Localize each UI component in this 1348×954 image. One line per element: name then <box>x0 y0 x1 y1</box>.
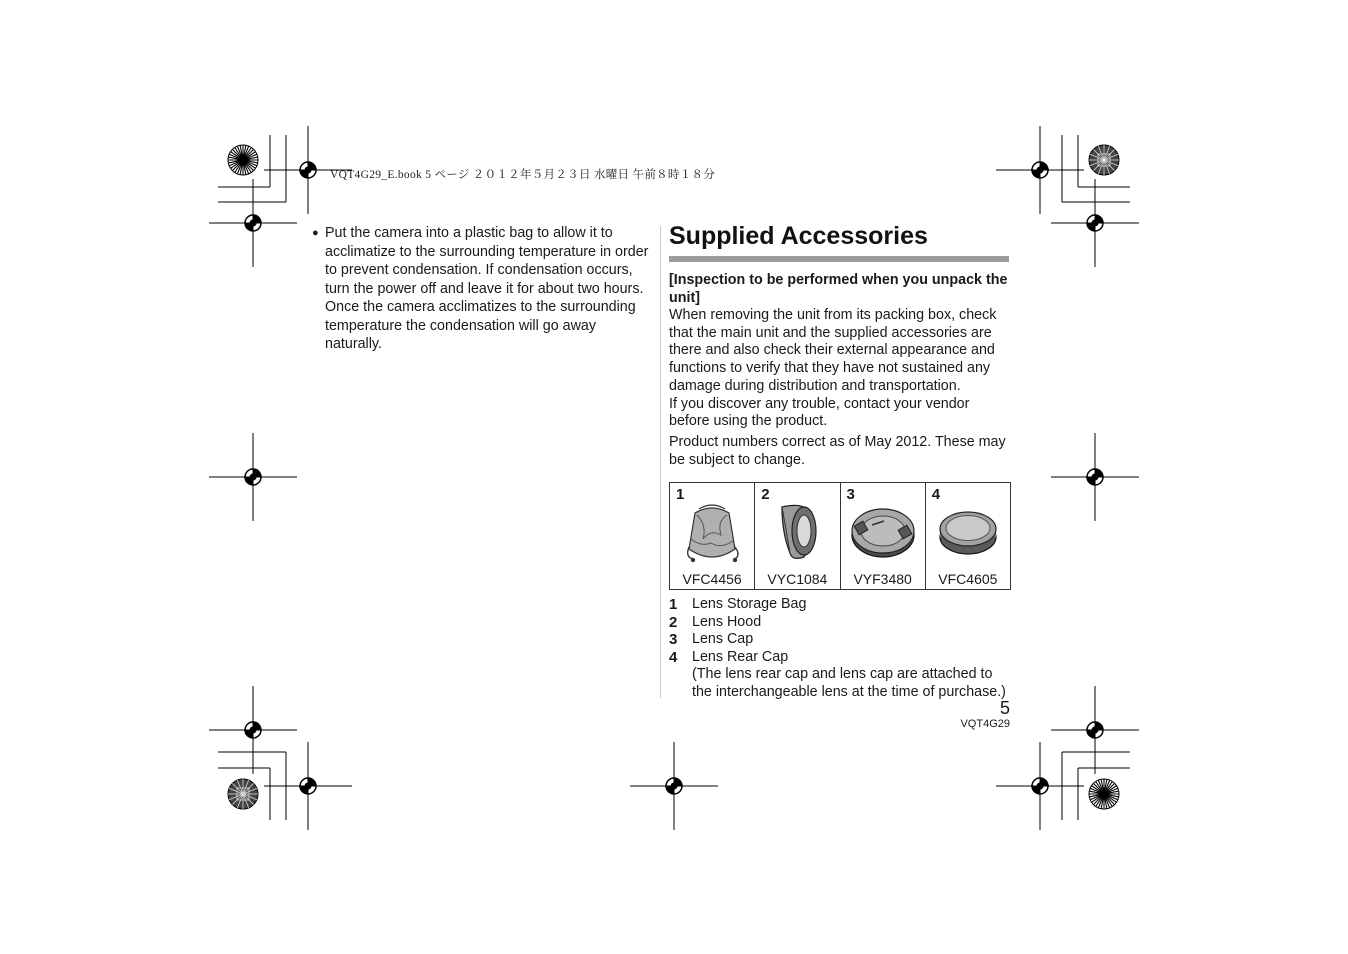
legend-label: Lens Storage Bag <box>692 596 807 613</box>
accessory-number: 4 <box>931 486 941 504</box>
accessory-number: 2 <box>761 486 770 504</box>
accessory-cell <box>670 483 755 590</box>
legend-label: Lens Hood <box>692 613 762 630</box>
legend-number: 4 <box>669 648 678 666</box>
accessory-code: VYF3480 <box>853 571 912 588</box>
title-underline <box>669 256 1009 262</box>
paragraph-trouble: If you discover any trouble, contact your vendor before using the product. <box>669 395 970 430</box>
legend-item <box>669 649 1011 667</box>
bullet-item <box>312 224 654 354</box>
sub-heading: [Inspection to be performed when you unpack the unit] <box>669 272 1008 306</box>
legend-number: 1 <box>669 596 678 614</box>
accessory-number: 1 <box>676 486 685 504</box>
accessory-cell <box>925 483 1010 590</box>
accessory-cell <box>755 483 840 590</box>
legend-item <box>669 631 1011 649</box>
print-header: VQT4G29_E.book 5 ページ ２０１２年５月２３日 水曜日 午前８時１８分 <box>330 169 716 181</box>
accessory-code: VYC1084 <box>767 571 828 588</box>
cap-icon <box>848 499 918 565</box>
accessory-legend <box>669 596 1011 701</box>
bullet-text: Put the camera into a plastic bag to allow it to acclimatize to the surrounding temperature in order to prevent condensation. If condensation occurs, turn the power off and leave it for about two hours. Once the camera acclimatizes to the surrounding temperature the condensation will go away naturally. <box>325 225 649 352</box>
column-divider <box>660 226 661 698</box>
legend-label: Lens Rear Cap <box>692 648 789 665</box>
bullet-icon: ● <box>312 227 319 239</box>
accessories-table <box>669 482 1011 590</box>
accessory-code: VFC4605 <box>938 571 998 588</box>
left-column <box>312 224 654 354</box>
bag-icon <box>677 499 747 565</box>
document-code: VQT4G29 <box>960 718 1010 730</box>
right-column <box>669 220 1011 701</box>
paragraph-unpack: When removing the unit from its packing box, check that the main unit and the supplied accessories are there and also check their external appearance and functions to verify that they have not sustained any damage during distribution and transportation. <box>669 307 997 394</box>
accessory-cell <box>840 483 925 590</box>
accessory-code: VFC4456 <box>682 571 742 588</box>
section-title: Supplied Accessories <box>669 222 928 250</box>
legend-note: (The lens rear cap and lens cap are attached to the interchangeable lens at the time of purchase.) <box>692 666 1006 700</box>
hood-icon <box>762 499 832 565</box>
legend-item <box>669 614 1011 632</box>
rear-cap-icon <box>933 499 1003 565</box>
legend-number: 3 <box>669 631 678 649</box>
legend-label: Lens Cap <box>692 631 754 648</box>
legend-number: 2 <box>669 613 678 631</box>
page-number: 5 <box>999 698 1010 718</box>
paragraph-product-numbers: Product numbers correct as of May 2012. These may be subject to change. <box>669 433 1006 468</box>
legend-item <box>669 596 1011 614</box>
accessory-number: 3 <box>846 486 855 504</box>
